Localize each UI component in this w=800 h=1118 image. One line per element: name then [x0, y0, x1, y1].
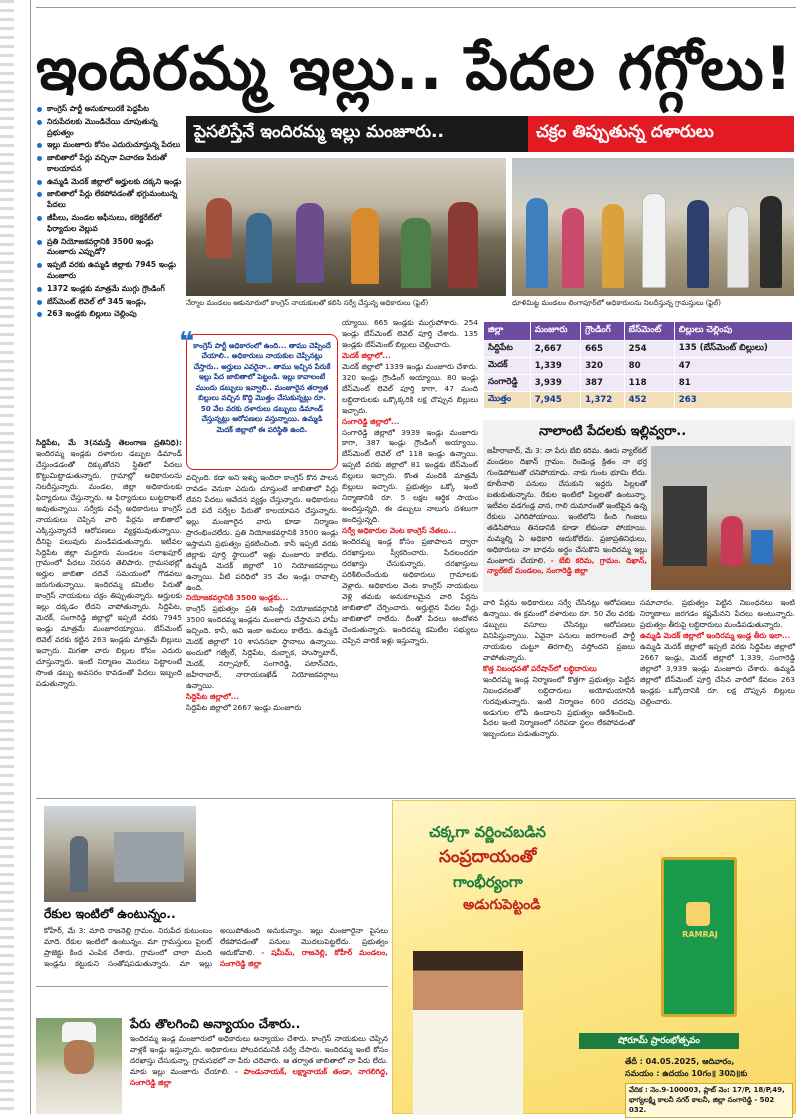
column-2-text: వచ్చింది. కడా అని ఇళ్ళు ఇందిరా కాంగ్రెస్ కొన పాలన రావడం వెనుకా ఎదురు చూస్తుంటే జాబితాలో పేర్లు లేవని పేదలు ఆవేదన వ్యక్తం చేస్తున్నారు. అధికారులు పదే పదే సర్వేల పేరుతో కాలయాపన చేస్తున్నారు. ఇల్లు మంజూరైన వారు కూడా నిర్మాణం ప్రారంభించలేదు. ప్రతి నియోజకవర్గానికి 3500 ఇండ్లు ఇస్తామని ప్రభుత్వం ప్రకటించింది. కానీ ఇప్పటి వరకు జిల్లాకు పూర్తి స్థాయిలో ఇళ్లు మంజూరు కాలేదు. ఉమ్మడి మెదక్ జిల్లాలో 10 నియోజకవర్గాలు ఉన్నాయి. వీటి పరిధిలో 35 వేల ఇండ్లు రావాల్సి ఉంది. — [186, 473, 338, 592]
sidebar-story-text — [487, 446, 647, 590]
column-3-text: య్యాయి. 665 ఇండ్లకు ముగ్గుపోశారు. 254 ఇండ్లు బేస్‌మెంట్ లెవెల్ పూర్తి చేశారు. 135 ఇండ్లకు బేస్‌మెంట్ బిల్లులు చెల్లించారు. — [342, 318, 478, 349]
highlight-item: ప్రతి నియోజకవర్గానికి 3500 ఇండ్లు మంజూరు ఎప్పుడో? — [36, 237, 182, 259]
left-edge-strip — [0, 0, 14, 1114]
subheadline-left: పైసలిస్తేనే ఇందిరమ్మ ఇల్లు మంజూరు.. — [186, 116, 528, 152]
highlight-item: ఇప్పటి వరకు ఉమ్మడి జిల్లాకు 7945 ఇండ్లు మంజూరు — [36, 260, 182, 282]
table-cell: 320 — [581, 358, 625, 375]
table-cell: 263 — [674, 392, 792, 409]
photo-caption-right: ధూళిమిట్ట మండలం లింగాపూర్‌లో అధికారులను నిలదీస్తున్న గ్రామస్తులు (ఫైల్) — [512, 299, 721, 307]
table-cell: మెదక్ — [484, 358, 531, 375]
table-cell: మొత్తం — [484, 392, 531, 409]
column-5 — [640, 598, 795, 795]
table-header: జిల్లా — [484, 322, 531, 341]
tin-house-photo — [44, 806, 196, 902]
column-4-subhead: కొత్త నిబంధనతో పరేషాన్‌లో లబ్ధిదారులు — [483, 663, 597, 673]
photo-villagers — [512, 158, 794, 296]
sidebar-story-signature: - బేబి కరిమ, గ్రామం. దిఖాన్, న్యాల్‌కల్ మండలం, సంగారెడ్డి జిల్లా — [487, 555, 648, 576]
table-cell: 1,372 — [581, 392, 625, 409]
column-5-text: సమాచారం. ప్రభుత్వం పెట్టిన నిబంధనలు ఇంటి నిర్మాణాలు జరగడం కష్టమేనని పేదలు అంటున్నారు. ప్రభుత్వం తీరుపై లబ్ధిదారులు మండిపడుతున్నారు. — [640, 598, 795, 629]
column-4-text-b: ఇందిరమ్మ ఇండ్ల నిర్మాణంలో కొత్తగా ప్రభుత్వం పెట్టిన నిబంధనలతో లబ్ధిదారులు అయోమయానికి గురవుతున్నారు. ఇంటి నిర్మాణం 600 చదరపు అడుగుల లోపే ఉండాలని ప్రభుత్వం ఆదేశించింది. పేదల ఇంటి నిర్మాణంలో సరిపడా స్థలం లేకపోవడంతో ఇబ్బందులు పడుతున్నారు. — [483, 674, 635, 739]
table-header: బేస్‌మెంట్ — [624, 322, 674, 341]
story3-signature: - పాండునాయక్, లక్ష్మానాయక్ తండా, నాగలిగిద్ద, సంగారెడ్డి జిల్లా — [130, 1066, 389, 1087]
highlight-item: కాంగ్రెస్ పార్టీ అనుకూలురకే పెద్దపీట — [36, 104, 182, 115]
highlight-item: జాబితాలో పేర్లు లేకపోవడంతో భగ్గుమంటున్న పేదలు — [36, 189, 182, 211]
highlight-item: జీపీలు, మండల ఆఫీసులు, కలెక్టరేట్‌లో ఫిర్యాదుల వెల్లువ — [36, 213, 182, 235]
table-cell: 3,939 — [530, 375, 580, 392]
story3-text — [130, 1034, 388, 1114]
ad-tagline-2: సంప్రదాయంతో — [439, 847, 537, 867]
section-divider-2 — [36, 986, 388, 987]
story3-title: పేరు తొలగించి అన్యాయం చేశారు.. — [130, 1016, 301, 1031]
story2-signature: - షమీమ్, రాజనెల్లి, కోహీర్ మండలం, సంగారెడ్డి జిల్లా — [220, 947, 388, 968]
table-cell: 452 — [624, 392, 674, 409]
column-3-subhead: మెదక్ జిల్లాలో... — [342, 350, 391, 360]
ramraj-advertisement — [392, 800, 796, 1114]
subheadline-right: చక్రం తిప్పుతున్న దళారులు — [528, 116, 794, 152]
column-3 — [342, 318, 478, 795]
story2-title: రేకుల ఇంటిలో ఉంటున్నం.. — [44, 906, 176, 921]
top-rule — [36, 0, 796, 8]
column-5-subhead: ఉమ్మడి మెదక్ జిల్లాలో ఇందిరమ్మ ఇండ్ల తీరు ఇలా... — [640, 630, 791, 640]
column-3-subhead-3: సర్వే అధికారుల వెంట కాంగ్రెస్ నేతలు... — [342, 526, 457, 536]
table-cell: 387 — [581, 375, 625, 392]
dateline: సిద్దిపేట, మే 3(నమస్తే తెలంగాణ ప్రతినిధి): — [36, 438, 182, 447]
story3-body: ఇందిరమ్మ ఇండ్ల మంజూరులో అధికారులు అన్యాయం చేశారు. కాంగ్రెస్ నాయకులు చెప్పిన వాళ్లకే ఇండ్లు ఇస్తున్నారు. అధికారులు పోలవరమనికి సర్వే చేసారు. ఇందిరమ్మ ఇంటి కోసం దరఖాస్తు చేసుకున్నా. గ్రామసభలో నా పేరు చదివారు. ఆ తర్వాత జాబితాలో నా పేరు లేదు. మాకు ఇల్లు మంజూరు చేయాలి. — [130, 1034, 388, 1076]
table-total-row — [484, 392, 793, 409]
ad-logo-icon — [686, 902, 710, 926]
ad-model — [413, 951, 523, 1115]
highlight-item: ఇల్లు మంజూరు కోసం ఎదురుచూస్తున్న పేదలు — [36, 140, 182, 151]
table-cell: 254 — [624, 341, 674, 358]
photo-survey — [186, 158, 506, 296]
table-header: బిల్లులు చెల్లింపు — [674, 322, 792, 341]
housing-stats-table — [483, 321, 793, 409]
table-cell: 81 — [674, 375, 792, 392]
column-4 — [483, 598, 635, 795]
highlight-item: ఉమ్మడి మెదక్ జిల్లాలో అర్హులకు దక్కని ఇండ్లు — [36, 177, 182, 188]
left-column-divider — [30, 0, 31, 1114]
page-title: ఇందిరమ్మ ఇల్లు.. పేదల గగ్గోలు! — [36, 34, 794, 104]
column-3-text-d: ఇందిరమ్మ ఇండ్ల కోసం ప్రజాపాలన ద్వారా దరఖాస్తులు స్వీకరించారు. పేదలందరూ దరఖాస్తు చేసుకున్నారు. దరఖాస్తులు పరిశీలించేందుకు అధికారులు గ్రామాలకు వెళ్లారు. అధికారుల వెంట కాంగ్రెస్ నాయకులు వెళ్లి తమకు అనుకూలమైన వారి పేర్లను జాబితాలో చేర్పించారు. అర్హులైన పేదల పేర్లు జాబితాలో రాలేదు. దీంతో పేదలు ఆందోళన చెందుతున్నారు. ఇందిరమ్మ కమిటీల సభ్యులు చెప్పిన వారికే ఇళ్లు ఇస్తున్నారు. — [342, 537, 478, 645]
pull-quote-text: కాంగ్రెస్ పార్టీ అధికారంలో ఉంది... తాము చెప్పిందే చేయాలి.. అధికారులు నాయకుల చెప్పినట్లు చేస్తారు.. అర్హులు ఎవరైనా.. తాము ఇచ్చిన పేరుకే ఇల్లు పేద జాబితాలో పెట్టండి. ఇల్లు కావాలంటే ముందు డబ్బులు ఇవ్వాలి.. మంజూరైన తర్వాత బిల్లులు వచ్చిన కొద్ది మొత్తం చేసుకున్నట్లు రూ. 50 వేల వరకు దళారులు డబ్బులు డిమాండ్ చేస్తున్నట్లు ఆరోపణలు వస్తున్నాయి. ఉమ్మడి మెదక్ జిల్లాలో ఈ పరిస్థితి ఉంది. — [193, 341, 331, 434]
table-cell: సంగారెడ్డి — [484, 375, 531, 392]
highlight-item: నిరుపేదలకు మొండిచేయి చూపుతున్న ప్రభుత్వం — [36, 117, 182, 139]
column-2-subhead: నియోజకవర్గానికి 3500 ఇండ్లకు... — [186, 593, 289, 603]
highlights-list — [36, 104, 182, 434]
table-cell: 7,945 — [530, 392, 580, 409]
highlight-item: బేస్‌మెంట్ లెవెల్ లో 345 ఇండ్లు, — [36, 297, 182, 308]
story2-text — [44, 926, 388, 982]
sidebar-story-title: నాలాంటి పేదలకు ఇల్లివ్వరా.. — [539, 424, 687, 439]
column-3-text-c: సంగారెడ్డి జిల్లాలో 3939 ఇండ్లు మంజూరు కాగా, 387 ఇండ్లు గ్రౌండింగ్ అయ్యాయి. బేస్‌మెంట్ లెవెల్ లో 118 ఇండ్లు ఉన్నాయి. ఇప్పటి వరకు జిల్లాలో 81 ఇండ్లకు బేస్‌మెంట్ బిల్లులు ఇచ్చారు. కొంత మందికి మాత్రమే బిల్లులు ఇచ్చారు. ప్రభుత్వం ఒక్కో ఇంటి నిర్మాణానికి రూ. 5 లక్షల ఆర్థిక సాయం అందిస్తున్నది. ఈ డబ్బులు నాలుగు దశలుగా అందిస్తున్నది. — [342, 427, 478, 525]
table-cell: 118 — [624, 375, 674, 392]
highlight-item: 1372 ఇండ్లకు మాత్రమే ముగ్గు గ్రౌండింగ్ — [36, 284, 182, 295]
ad-store-box — [661, 857, 737, 1017]
ad-tagline-3: గాంభీర్యంగా — [453, 873, 523, 891]
table-header: మంజూరు — [530, 322, 580, 341]
table-cell: సిద్దిపేట — [484, 341, 531, 358]
section-divider — [36, 798, 796, 799]
column-3-text-b: మెదక్ జిల్లాలో 1339 ఇండ్లు మంజూరు చేశారు. 320 ఇండ్లు గ్రౌండింగ్ అయ్యాయి. 80 ఇండ్లు బేస్‌మెంట్ లెవెల్ పూర్తి కాగా, 47 మంది లబ్ధిదారులకు ఒక్కొక్కరికి లక్ష చొప్పున బిల్లులు ఇచ్చారు. — [342, 361, 478, 415]
table-row — [484, 375, 793, 392]
ad-tagline-1: చక్కగా వర్ణించబడిన — [429, 823, 546, 841]
pull-quote — [179, 327, 338, 470]
photo-caption-left: నేర్మాల మండలం ఆకునూరులో కాంగ్రెస్ నాయకులతో కలిసి సర్వే చేస్తున్న అధికారులు (ఫైల్) — [186, 299, 429, 307]
table-row — [484, 358, 793, 375]
ad-brand-logo: RAMRAJ — [682, 930, 718, 939]
table-header: గ్రౌండింగ్ — [581, 322, 625, 341]
highlight-item: 263 ఇండ్లకు బిల్లులు చెల్లింపు — [36, 309, 182, 320]
column-4-text: వారి పేర్లను అధికారులు సర్వే చేసినట్లు ఆరోపణలు ఉన్నాయి. ఈ క్రమంలో దళారులు రూ. 50 వేల వరకు డబ్బులు వసూలు చేసినట్లు ఆరోపణలు వినిపిస్తున్నాయి. ఏవైనా పనులు జరగాలంటే పార్టీ నాయకుల చుట్టూ తిరగాల్సి వస్తోందని ప్రజలు వాపోతున్నారు. — [483, 598, 635, 662]
table-row — [484, 341, 793, 358]
column-2 — [186, 473, 338, 795]
column-3-subhead-2: సంగారెడ్డి జిల్లాలో... — [342, 416, 400, 426]
column-2-text-b: కాంగ్రెస్ ప్రభుత్వం ప్రతి అసెంబ్లీ నియోజకవర్గానికి 3500 ఇందిరమ్మ ఇండ్లను మంజూరు చేస్తామని హామీ ఇచ్చింది. కానీ, అవి ఇంకా అమలు కాలేదు. ఉమ్మడి మెదక్ జిల్లాలో 10 శాసనసభా స్థానాలు ఉన్నాయి. అందులో గజ్వేల్, సిద్దిపేట, దుబ్బాక, హుస్నాబాద్, మెదక్, నర్సాపూర్, సంగారెడ్డి, పటాన్‌చెరు, జహీరాబాద్, నారాయణఖేడ్ నియోజకవర్గాలు ఉన్నాయి. — [186, 604, 338, 691]
table-cell: 135 (బేస్‌మెంట్ బిల్లులు) — [674, 341, 792, 358]
table-cell: 80 — [624, 358, 674, 375]
elder-photo — [36, 1018, 122, 1114]
story2-body: కోహీర్, మే 3: మాది రాజనెల్లి గ్రామం. నిరుపేద కుటుంబం మాది. రేకుల ఇంటిలో ఉంటున్నం. మా గ్రామస్తులు పైలట్ ప్రాజెక్టు కింద ఎంపిక చేశారు. గ్రామంలో చాలా మంది ఇండ్లను కట్టుకుని సంతోషపడుతున్నారు. మా ఇల్లు అయిపోతుంది అనుకున్నాం. ఇల్లు మంజూరైనా పైసలు లేకపోవడంతో పనులు మొదలుపెట్టలేదు. ప్రభుత్వం ఆదుకోవాలి. — [44, 926, 388, 968]
table-cell: 1,339 — [530, 358, 580, 375]
ad-date: తేదీ : 04.05.2025, ఆదివారం, — [625, 1057, 735, 1066]
column-2-text-c: సిద్దిపేట జిల్లాలో 2667 ఇండ్లు మంజూరు — [186, 703, 302, 713]
ad-venue: వేదిక : నెం.9-100003, ప్లాట్ నెం: 17/P, 18/P,49, భాగ్యలక్ష్మి కాలనీ నగర్ కాలనీ, జిల్లా సంగారెడ్డి - 502 032. — [625, 1083, 793, 1118]
sidebar-story — [483, 420, 795, 592]
quote-mark-icon: ❝ — [179, 327, 195, 357]
column-1-text: ఇందిరమ్మ ఇండ్లకు దళారుల డబ్బుల డిమాండ్ చేస్తుండడంతో దిక్కుతోచని స్థితిలో పేదలు కొట్టుమిట్టాడుతున్నారు. గ్రామాల్లో అధికారులను నిలదీస్తున్నారు. మండల, జిల్లా అధికారులకు ఫిర్యాదులు చేస్తున్నారు. ఆ ఫిర్యాదులు బుట్టదాఖలే అవుతున్నాయి. సర్వేకు వచ్చే అధికారులు కాంగ్రెస్ నాయకులు చెప్పిన వారి పేర్లను జాబితాలో ఎక్కిస్తున్నారనే ఆరోపణలు వ్యక్తమవుతున్నాయి. దీనిపై పలువురు మండిపడుతున్నారు. ఇటీవల సిద్దిపేట జిల్లా మద్దూరు మండలం సలాఖపూర్ గ్రామంలో పేదలు నిరసన తెలిపారు. గ్రామసభల్లో అర్హుల జాబితా చదివే సమయంలో గొడవలు జరుగుతున్నాయి. ఇందిరమ్మ కమిటీల పేరుతో కాంగ్రెస్ నాయకులు చక్రం తిప్పుతున్నారు. అర్హులకు ఇల్లు దక్కడం లేదని వాపోతున్నారు. సిద్దిపేట, మెదక్, సంగారెడ్డి జిల్లాల్లో ఇప్పటి వరకు 7945 ఇండ్లు మాత్రమే మంజూరయ్యాయి. బేస్‌మెంట్ లెవెల్ వరకు కట్టిన 263 ఇండ్లకు మాత్రమే బిల్లులు ఇచ్చారు. మిగతా వారు బిల్లుల కోసం ఎదురు చూస్తున్నారు. ఇంటి నిర్మాణం మొదలు పెట్టాలంటే సొంత డబ్బు అవసరం కావడంతో పేదలు ఇబ్బంది పడుతున్నారు. — [36, 448, 182, 688]
ad-tagline-4: అడుగుపెట్టండి — [463, 897, 541, 913]
table-cell: 47 — [674, 358, 792, 375]
column-1 — [36, 438, 182, 795]
ad-showroom-banner: షోరూమ్ ప్రారంభోత్సవం — [579, 1033, 739, 1049]
house-photo — [651, 446, 791, 590]
highlight-item: జాబితాలో పేర్లు వచ్చినా విచారణ పేరుతో కాలయాపన — [36, 153, 182, 175]
sidebar-story-body: జహీరాబాద్, మే 3: నా పేరు బేబి కరిమ. ఊరు న్యాల్‌కల్ మండలం దిఖాన్ గ్రామం. రెండెండ్ల క్రితం నా భర్త గుండెపోటుతో చనిపోయాడు. నాకు గుంట భూమి లేదు. కూలీనాలి పనులు చేసుకుని ఇద్దరు పిల్లలతో బతుకుతున్నాను. రేకుల ఇంటిలో పిల్లలతో ఉంటున్నా. ఇటీవల వడగండ్ల వాన, గాలి దుమారంతో ఇంటిపైన ఉన్న రేకులు ఎగిరిపోయాయి. ఇంటిలోని కింది గింజలు తడిసిపోయి తినడానికి కూడా లేకుండా పోయాయి. మమ్మల్ని ఏ అధికారి ఆదుకోలేదు. ప్రజాప్రతినిధులు, అధికారులు నా బాధను అర్థం చేసుకొని ఇందిరమ్మ ఇల్లు మంజూరు చేయాలి. — [487, 446, 647, 565]
column-5-text-b: ఉమ్మడి మెదక్ జిల్లాలో ఇప్పటి వరకు సిద్దిపేట జిల్లాలో 2667 ఇండ్లు, మెదక్ జిల్లాలో 1,339, సంగారెడ్డి జిల్లాలో 3,939 ఇండ్లు మంజూరు చేశారు. ఉమ్మడి జిల్లాలో బేస్‌మెంట్ పూర్తి చేసిన వారిలో కేవలం 263 ఇండ్లకు ఒక్కోదానికి రూ. లక్ష చొప్పున బిల్లులు చెల్లించారు. — [640, 641, 795, 706]
table-cell: 665 — [581, 341, 625, 358]
column-2-subhead-2: సిద్దిపేట జిల్లాలో... — [186, 692, 240, 702]
table-cell: 2,667 — [530, 341, 580, 358]
ad-time: సమయం : ఉదయం 10గం॥ 30ని॥కు — [625, 1069, 748, 1078]
